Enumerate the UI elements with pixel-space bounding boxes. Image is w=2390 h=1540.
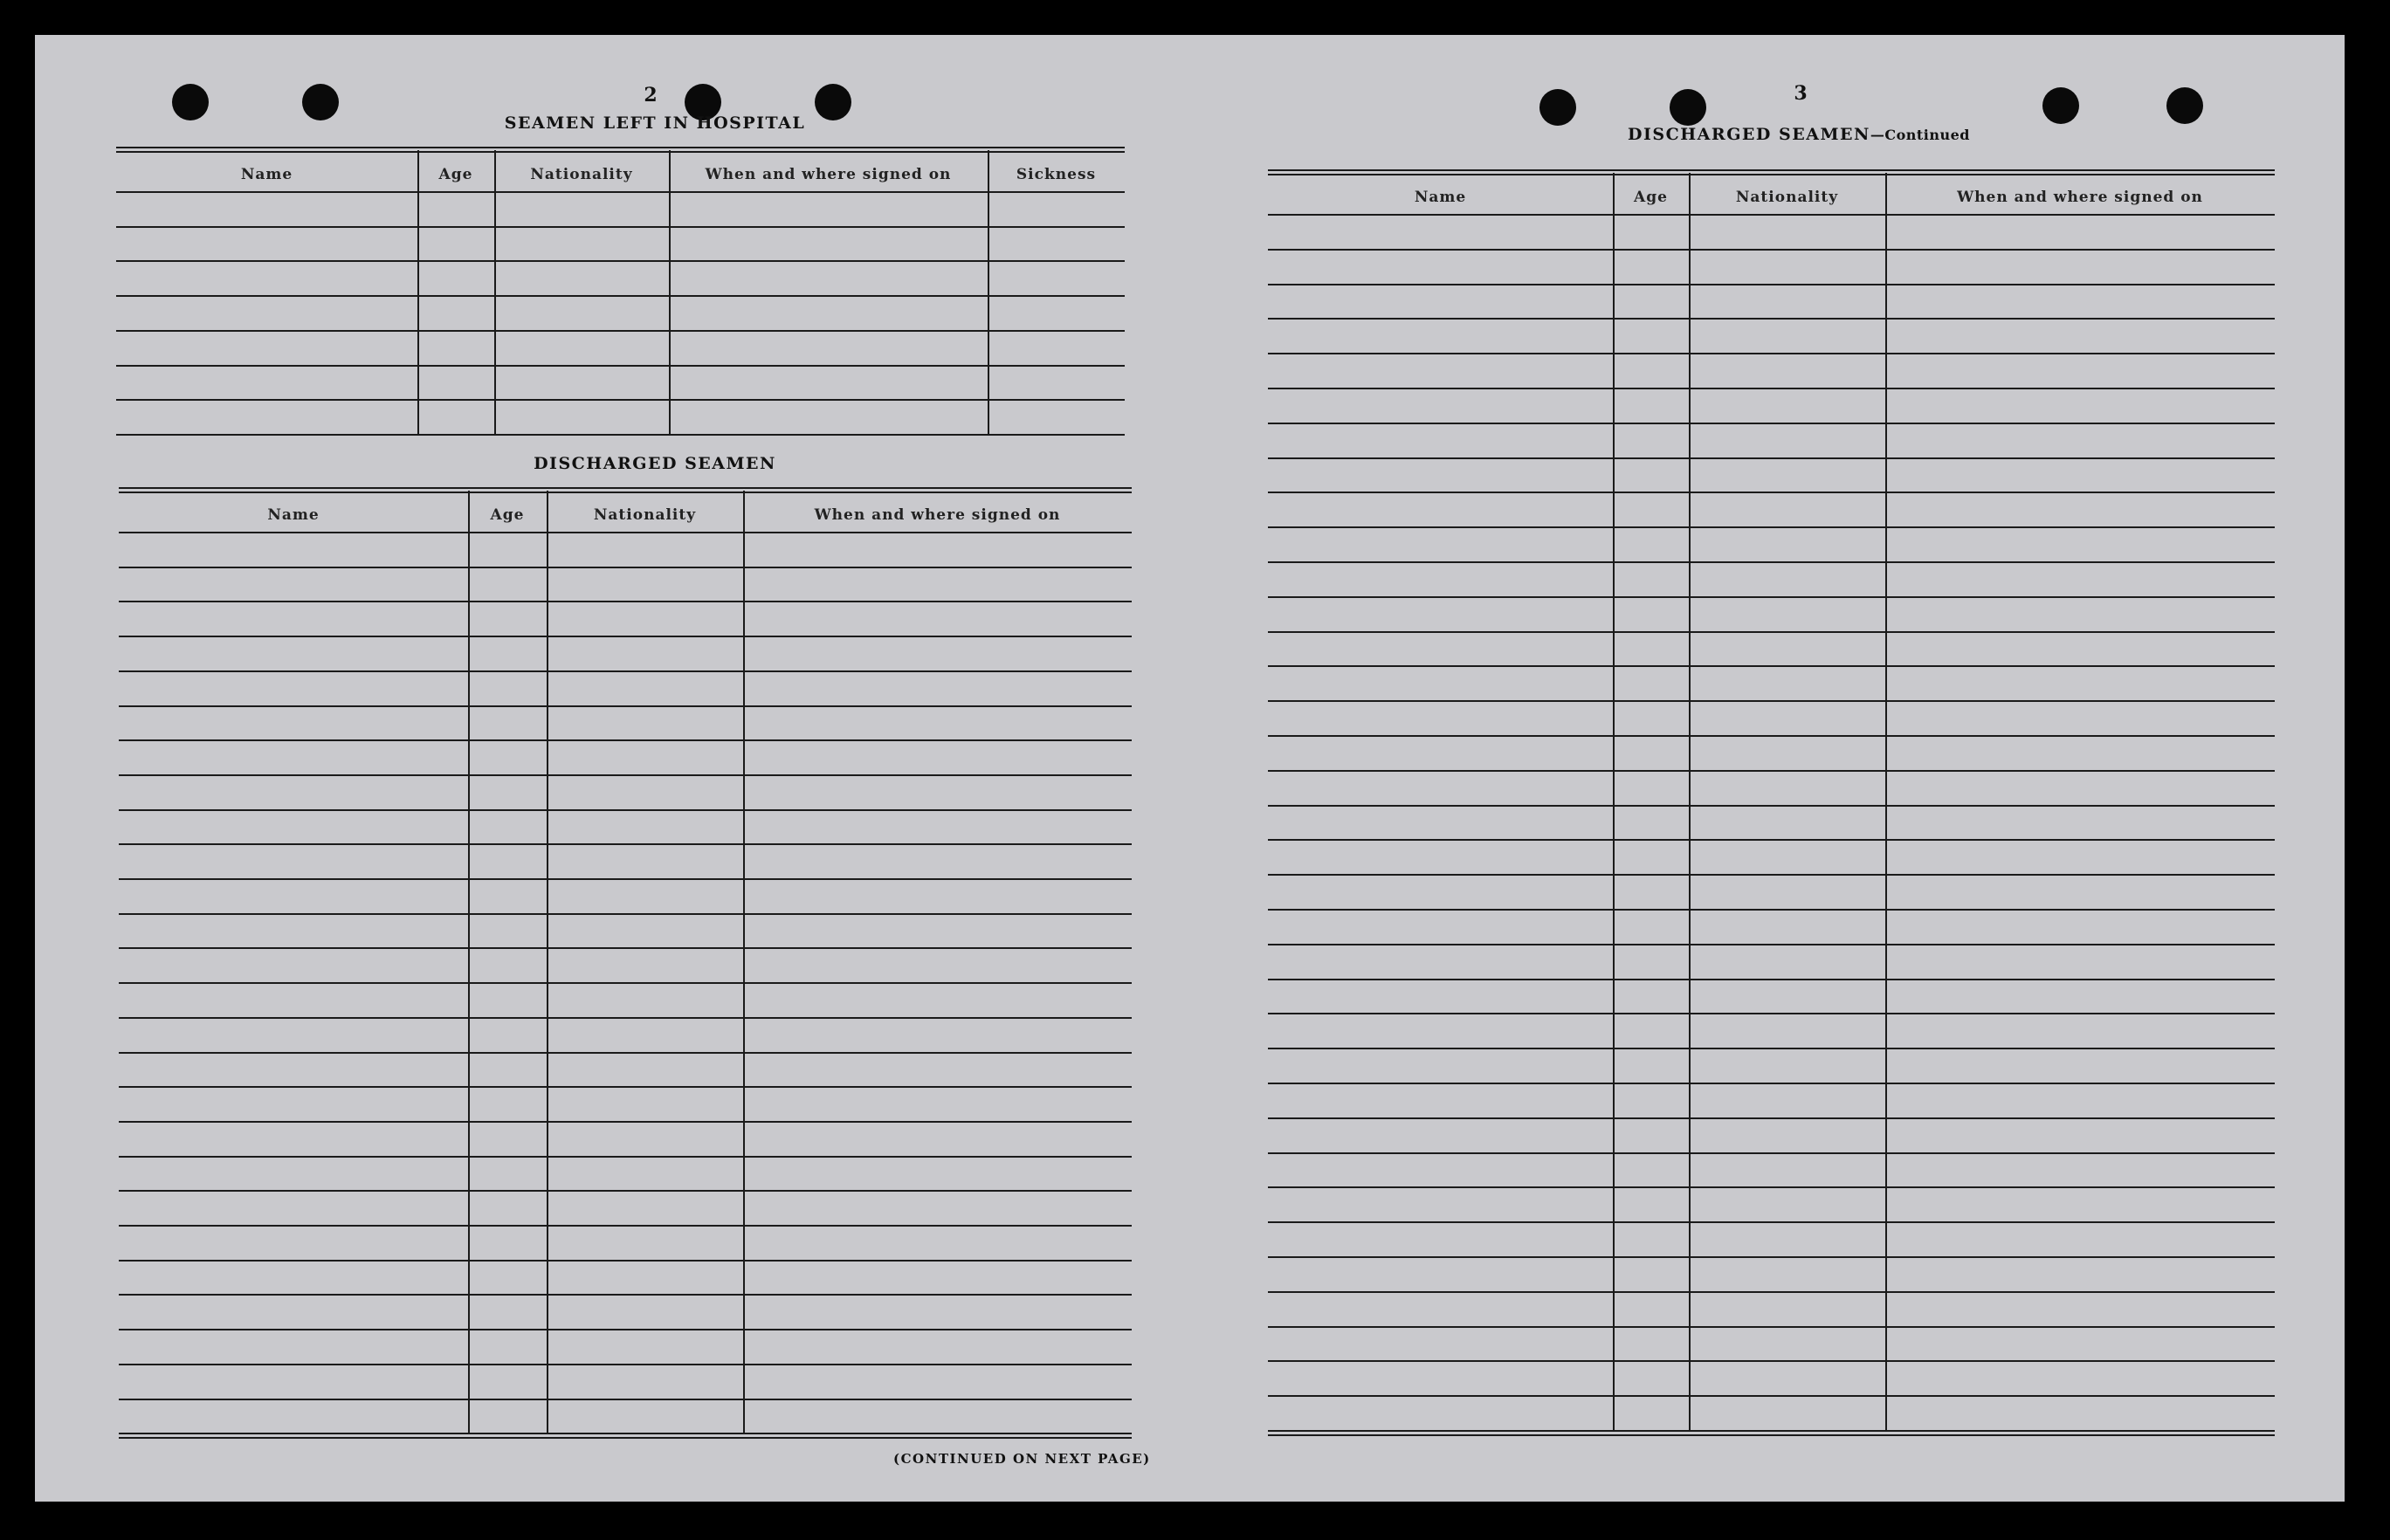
row-rule <box>119 567 1132 568</box>
row-rule <box>119 1364 1132 1365</box>
hospital-section-title: SEAMEN LEFT IN HOSPITAL <box>504 113 806 133</box>
col-header-name: Name <box>267 506 320 524</box>
row-rule <box>119 982 1132 984</box>
row-rule <box>1268 1083 2275 1084</box>
row-rule <box>1268 665 2275 667</box>
table-bottom-rule <box>116 434 1125 436</box>
table-top-rule <box>1268 169 2275 171</box>
row-rule <box>1268 770 2275 772</box>
col-header-nationality: Nationality <box>1735 189 1839 206</box>
row-rule <box>1268 839 2275 841</box>
row-rule <box>119 1086 1132 1088</box>
row-rule <box>1268 1221 2275 1223</box>
table-top-rule <box>116 147 1125 148</box>
column-divider <box>417 150 419 434</box>
punch-hole-2 <box>302 84 339 120</box>
table-bottom-rule <box>119 1433 1132 1434</box>
row-rule <box>1268 457 2275 459</box>
punch-hole-8 <box>2166 87 2203 124</box>
row-rule <box>1268 735 2275 737</box>
hospital-table <box>116 147 1125 478</box>
row-rule <box>1268 1256 2275 1258</box>
discharged-continued-title <box>1519 125 2078 144</box>
row-rule <box>1268 631 2275 633</box>
row-rule <box>1268 249 2275 251</box>
column-divider <box>468 491 470 1433</box>
row-rule <box>1268 284 2275 285</box>
header-rule <box>119 532 1132 533</box>
continued-note: (CONTINUED ON NEXT PAGE) <box>893 1451 1151 1467</box>
row-rule <box>1268 979 2275 980</box>
row-rule <box>1268 1117 2275 1119</box>
column-divider <box>547 491 548 1433</box>
row-rule <box>119 809 1132 811</box>
row-rule <box>119 1121 1132 1123</box>
row-rule <box>119 1190 1132 1192</box>
row-rule <box>1268 1326 2275 1328</box>
row-rule <box>116 399 1125 401</box>
row-rule <box>116 226 1125 228</box>
row-rule <box>1268 561 2275 563</box>
punch-hole-5 <box>1539 89 1576 126</box>
row-rule <box>1268 526 2275 528</box>
row-rule <box>119 670 1132 672</box>
row-rule <box>1268 1013 2275 1014</box>
row-rule <box>119 636 1132 637</box>
row-rule <box>116 260 1125 262</box>
row-rule <box>119 601 1132 602</box>
row-rule <box>119 1329 1132 1330</box>
form-sheet <box>35 35 2345 1502</box>
col-header-nationality: Nationality <box>530 166 633 183</box>
row-rule <box>1268 1291 2275 1293</box>
row-rule <box>119 1156 1132 1158</box>
discharged-continued-title-main: DISCHARGED SEAMEN <box>1628 125 1870 144</box>
row-rule <box>1268 596 2275 598</box>
row-rule <box>1268 318 2275 320</box>
row-rule <box>1268 423 2275 424</box>
row-rule <box>1268 492 2275 493</box>
row-rule <box>1268 1152 2275 1154</box>
row-rule <box>119 705 1132 707</box>
row-rule <box>119 1017 1132 1019</box>
row-rule <box>1268 944 2275 945</box>
column-divider <box>1689 173 1691 1430</box>
discharged-section-title: DISCHARGED SEAMEN <box>534 454 776 473</box>
row-rule <box>119 1399 1132 1400</box>
discharged-continued-table <box>1268 169 2275 1479</box>
row-rule <box>119 947 1132 949</box>
col-header-when-where: When and where signed on <box>705 166 952 183</box>
col-header-age: Age <box>490 506 525 524</box>
row-rule <box>1268 700 2275 702</box>
col-header-age: Age <box>438 166 473 183</box>
column-divider <box>1885 173 1887 1430</box>
row-rule <box>1268 874 2275 876</box>
col-header-name: Name <box>1414 189 1467 206</box>
header-rule <box>116 191 1125 193</box>
row-rule <box>1268 353 2275 354</box>
col-header-name: Name <box>240 166 293 183</box>
col-header-when-where: When and where signed on <box>1957 189 2203 206</box>
row-rule <box>119 843 1132 845</box>
row-rule <box>1268 805 2275 807</box>
col-header-when-where: When and where signed on <box>814 506 1061 524</box>
discharged-table <box>119 487 1132 1482</box>
row-rule <box>1268 1186 2275 1188</box>
row-rule <box>119 1225 1132 1227</box>
row-rule <box>119 913 1132 915</box>
table-top-rule <box>119 487 1132 489</box>
column-divider <box>494 150 496 434</box>
row-rule <box>1268 1360 2275 1362</box>
row-rule <box>1268 909 2275 911</box>
header-rule <box>1268 214 2275 216</box>
row-rule <box>116 295 1125 297</box>
table-bottom-rule <box>1268 1430 2275 1432</box>
col-header-age: Age <box>1634 189 1668 206</box>
column-divider <box>669 150 671 434</box>
row-rule <box>119 878 1132 880</box>
row-rule <box>116 330 1125 332</box>
punch-hole-7 <box>2042 87 2079 124</box>
punch-hole-6 <box>1670 89 1706 126</box>
discharged-continued-title-sub: —Continued <box>1870 127 1970 143</box>
row-rule <box>1268 1395 2275 1397</box>
row-rule <box>119 774 1132 776</box>
page-number-left: 2 <box>644 84 658 107</box>
row-rule <box>1268 388 2275 389</box>
row-rule <box>116 365 1125 367</box>
col-header-sickness: Sickness <box>1016 166 1097 183</box>
row-rule <box>1268 1048 2275 1049</box>
page-number-right: 3 <box>1794 82 1808 105</box>
row-rule <box>119 1052 1132 1054</box>
column-divider <box>988 150 989 434</box>
column-divider <box>1613 173 1615 1430</box>
row-rule <box>119 739 1132 741</box>
column-divider <box>743 491 745 1433</box>
punch-hole-1 <box>172 84 209 120</box>
row-rule <box>119 1260 1132 1262</box>
row-rule <box>119 1294 1132 1296</box>
col-header-nationality: Nationality <box>593 506 697 524</box>
